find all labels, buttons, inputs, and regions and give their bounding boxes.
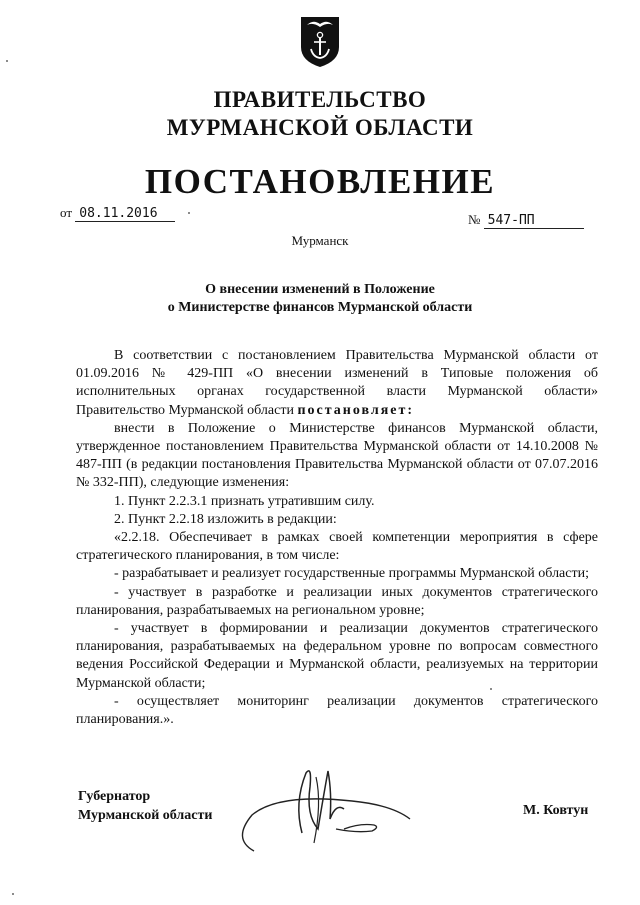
date-value: 08.11.2016	[75, 206, 175, 222]
scan-speck	[490, 688, 492, 690]
number-prefix: №	[468, 212, 481, 227]
intro-text: В соответствии с постановлением Правительства Мурманской области от 01.09.2016 № 429-ПП «О внесении изменений в Типовые положения об исполнительных органах государственной власти Мурманской области» Правительство Мурманской области	[76, 348, 598, 418]
body-paragraph: внести в Положение о Министерстве финансов Мурманской области, утвержденное постановлением Правительства Мурманской области от 14.10.2008 № 487-ПП (в редакции постановления Правительства Мурманской области от 07.07.2016 № 332-ПП), следующие изменения:	[76, 420, 598, 491]
body-paragraph: 2. Пункт 2.2.18 изложить в редакции:	[114, 511, 337, 527]
document-date	[60, 205, 175, 222]
body-paragraph: 1. Пункт 2.2.3.1 признать утратившим силу.	[114, 493, 375, 509]
document-number	[468, 212, 584, 229]
resolves-word: постановляет:	[297, 402, 415, 418]
date-prefix: от	[60, 205, 73, 220]
document-type-title: ПОСТАНОВЛЕНИЕ	[144, 162, 496, 201]
document-body	[76, 347, 598, 729]
body-paragraph: - разрабатывает и реализует государственные программы Мурманской области;	[114, 566, 589, 582]
scan-speck	[188, 212, 190, 214]
scan-speck	[6, 60, 8, 62]
government-name-line2: МУРМАНСКОЙ ОБЛАСТИ	[166, 115, 474, 140]
subject-line1: О внесении изменений в Положение	[205, 282, 435, 297]
signatory-title-line1: Губернатор	[78, 789, 151, 804]
intro-paragraph	[76, 347, 598, 420]
body-paragraph: - осуществляет мониторинг реализации документов стратегического планирования.».	[76, 693, 598, 728]
signatory-title-line2: Мурманской области	[78, 808, 213, 823]
subject-line2: о Министерстве финансов Мурманской области	[167, 300, 473, 315]
scan-speck	[12, 893, 14, 895]
government-name-line1: ПРАВИТЕЛЬСТВО	[213, 87, 427, 112]
body-paragraph: «2.2.18. Обеспечивает в рамках своей компетенции мероприятия в сфере стратегического планирования, в том числе:	[76, 530, 598, 564]
city-name: Мурманск	[291, 233, 349, 248]
handwritten-signature	[232, 763, 420, 855]
murmansk-coat-of-arms-icon	[299, 13, 341, 69]
signatory-title	[78, 787, 212, 825]
signatory-name: М. Ковтун	[523, 803, 589, 818]
body-paragraph: - участвует в формировании и реализации документов стратегического планирования, разрабатываемых на федеральном уровне по вопросам совместного ведения Российской Федерации и Мурманской области, реализуемых на территории Мурманской области;	[76, 621, 598, 691]
body-paragraph: - участвует в разработке и реализации иных документов стратегического планирования, разрабатываемых на региональном уровне;	[76, 584, 598, 618]
number-value: 547-ПП	[484, 213, 584, 229]
